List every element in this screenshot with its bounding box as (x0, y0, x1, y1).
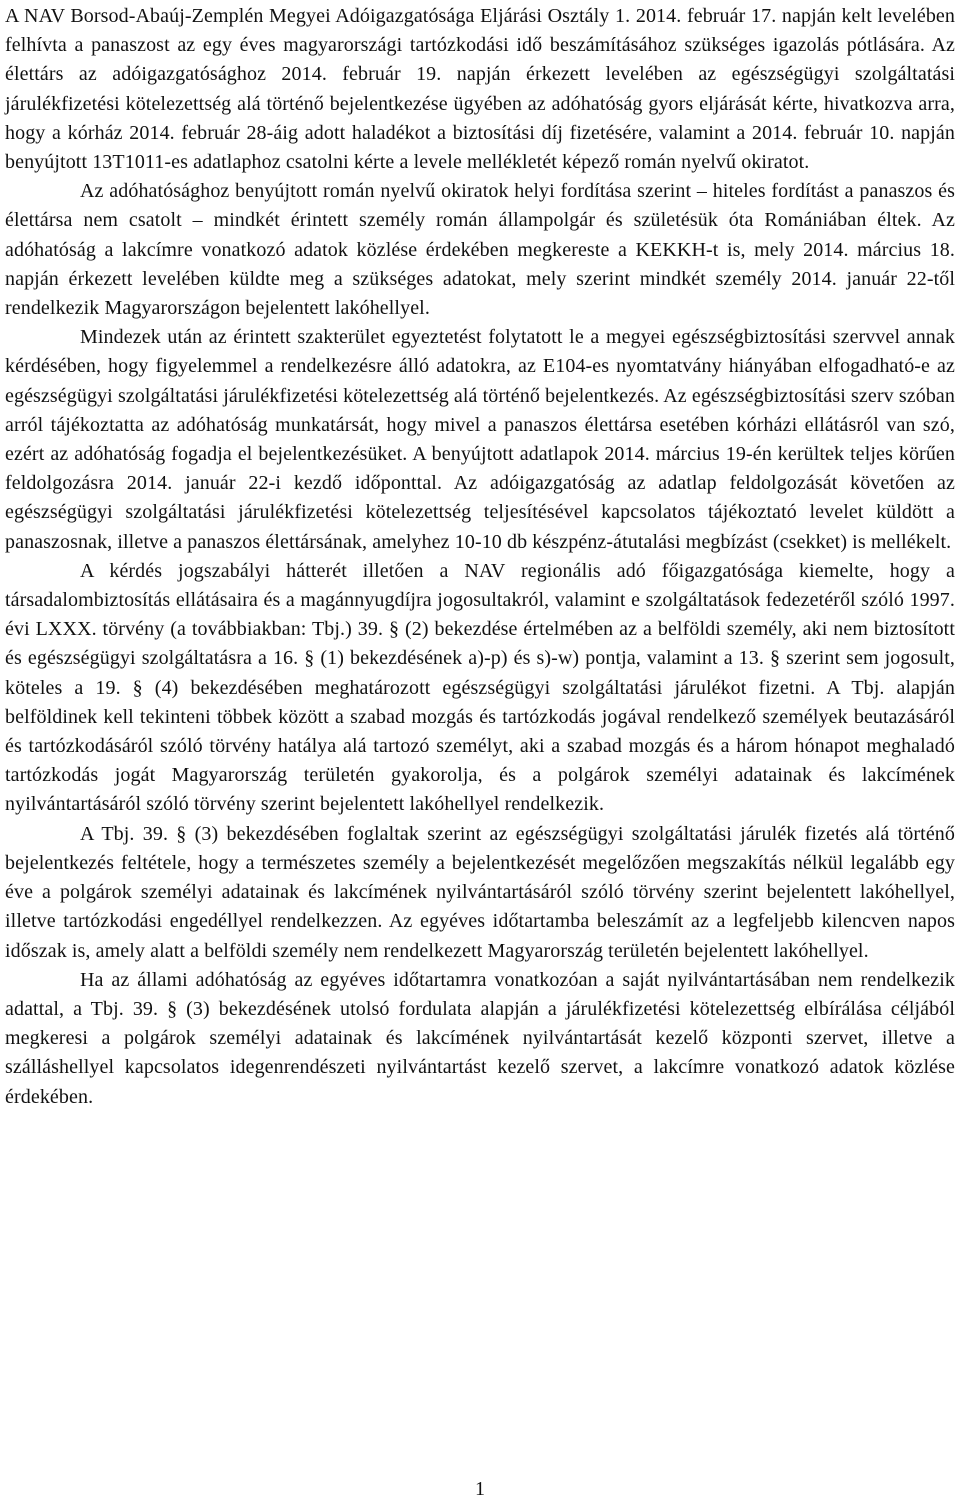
paragraph-tax-authority-request: Ha az állami adóhatóság az egyéves időtartamra vonatkozóan a saját nyilvántartásában nem rendelkezik adattal, a Tbj. 39. § (3) bekezdésének utolsó fordulata alapján a járulékfizetési kötelezettség elbírálása céljából megkeresi a polgárok személyi adatainak és lakcímének nyilvántartását kezelő központi szervet, illetve a szálláshellyel kapcsolatos idegenrendészeti nyilvántartást kezelő szervet, a lakcímre vonatkozó adatok közlése érdekében. (5, 968, 955, 1108)
page-number: 1 (475, 1478, 485, 1500)
paragraph-tbj-39-3: A Tbj. 39. § (3) bekezdésében foglaltak szerint az egészségügyi szolgáltatási járulék fizetés alá történő bejelentkezés feltétele, hogy a természetes személy a bejelentkezését megelőzően megszakítás nélkül legalább egy éve a polgárok személyi adatainak és lakcímének nyilvántartásáról szóló törvény szerint bejelentett lakóhellyel, illetve tartózkodási engedéllyel rendelkezzen. Az egyéves időtartamba beleszámít az a legfeljebb kilencven napos időszak is, amely alatt a belföldi személy nem rendelkezett Magyarország területén bejelentett lakóhellyel. (5, 822, 955, 962)
paragraph-health-insurance-consultation: Mindezek után az érintett szakterület egyeztetést folytatott le a megyei egészségbiztosítási szervvel annak kérdésében, hogy figyelemmel a rendelkezésre álló adatokra, az E104-es nyomtatvány hiányában elfogadható-e az egészségügyi szolgáltatási járulékfizetési kötelezettség alá történő bejelentkezés. Az egészségbiztosítási szerv szóban arról tájékoztatta az adóhatóság munkatársát, hogy mivel a panaszos élettársa esetében kórházi ellátásról van szó, ezért az adóhatóság fogadja el bejelentkezésüket. A benyújtott adatlapok 2014. március 19-én kerültek teljes körűen feldolgozásra 2014. január 22-i kezdő időponttal. Az adóigazgatóság az adatlap feldolgozását követően az egészségügyi szolgáltatási járulékfizetési kötelezettség teljesítésével kapcsolatos tájékoztató levelet küldött a panaszosnak, illetve a panaszos élettársának, amelyhez 10-10 db készpénz-átutalási megbízást (csekket) is mellékelt. (5, 326, 955, 553)
paragraph-legal-background: A kérdés jogszabályi hátterét illetően a NAV regionális adó főigazgatósága kiemelte, hogy a társadalombiztosítás ellátásaira és a magánnyugdíjra jogosultakról, valamint e szolgáltatások fedezetéről szóló 1997. évi LXXX. törvény (a továbbiakban: Tbj.) 39. § (2) bekezdése értelmében az a belföldi személy, aki nem biztosított és egészségügyi szolgáltatásra a 16. § (1) bekezdésének a)-p) és s)-w) pontja, valamint a 13. § szerint sem jogosult, köteles a 19. § (4) bekezdésében meghatározott egészségügyi szolgáltatási járulékot fizetni. A Tbj. alapján belföldinek kell tekinteni többek között a szabad mozgás és tartózkodás jogával rendelkező személyek beutazásáról és tartózkodásáról szóló törvény hatálya alá tartozó személyt, aki a szabad mozgás és a három hónapot meghaladó tartózkodás jogát Magyarország területén gyakorolja, és a polgárok személyi adatainak és lakcímének nyilvántartásáról szóló törvény szerint bejelentett lakóhellyel rendelkezik. (5, 559, 955, 816)
paragraph-nav-letter: A NAV Borsod-Abaúj-Zemplén Megyei Adóigazgatósága Eljárási Osztály 1. 2014. február 17. napján kelt levelében felhívta a panaszost az egy éves magyarországi tartózkodási idő beszámításához szükséges igazolás pótlására. Az élettárs az adóigazgatósághoz 2014. február 19. napján érkezett levelében az egészségügyi szolgáltatási járulékfizetési kötelezettség alá történő bejelentkezése ügyében az adóhatóság gyors eljárását kérte, hivatkozva arra, hogy a kórház 2014. február 28-áig adott haladékot a biztosítási díj fizetésére, valamint a 2014. február 10. napján benyújtott 13T1011-es adatlaphoz csatolni kérte a levele mellékletét képező román nyelvű okiratot. (5, 5, 955, 174)
paragraph-romanian-documents: Az adóhatósághoz benyújtott román nyelvű okiratok helyi fordítása szerint – hiteles fordítást a panaszos és élettársa nem csatolt – mindkét érintett személy román állampolgár és születésük óta Romániában éltek. Az adóhatóság a lakcímre vonatkozó adatok közlése érdekében megkereste a KEKKH-t is, mely 2014. március 18. napján érkezett levelében küldte meg a szükséges adatokat, mely szerint mindkét személy 2014. január 22-től rendelkezik Magyarországon bejelentett lakóhellyel. (5, 180, 955, 320)
